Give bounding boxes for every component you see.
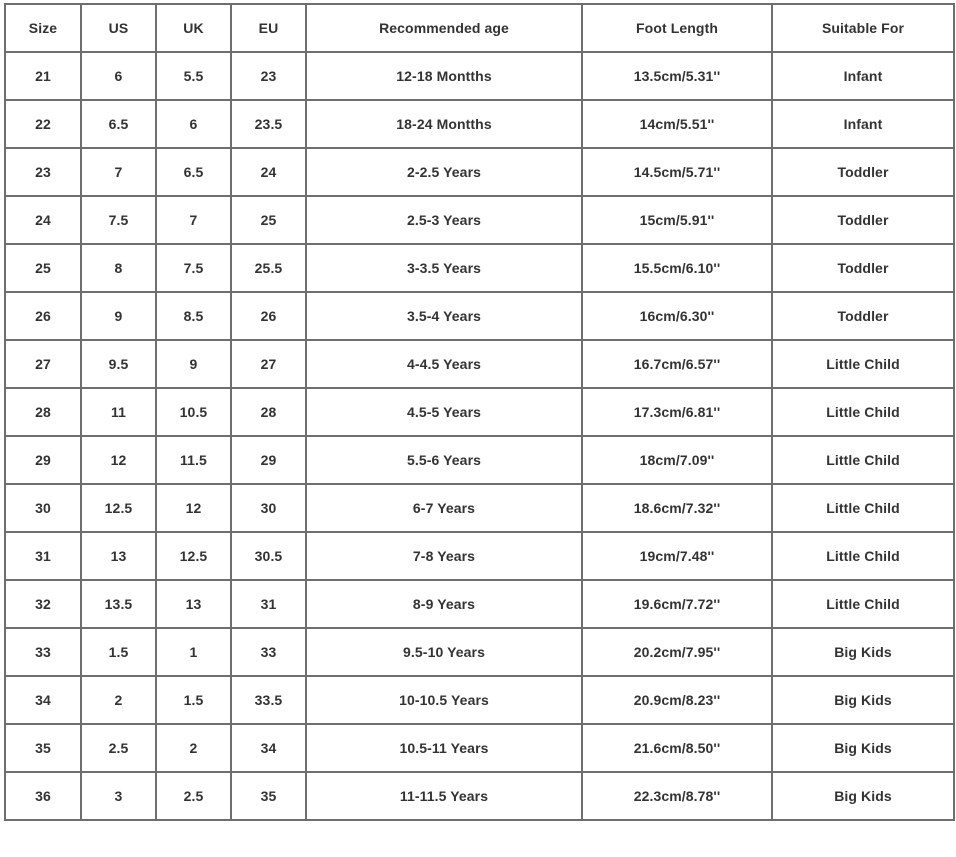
cell-uk: 12 bbox=[156, 484, 231, 532]
cell-recommended-age: 3.5-4 Years bbox=[306, 292, 582, 340]
cell-us: 2.5 bbox=[81, 724, 156, 772]
cell-eu: 25 bbox=[231, 196, 306, 244]
cell-foot-length: 21.6cm/8.50'' bbox=[582, 724, 772, 772]
cell-eu: 34 bbox=[231, 724, 306, 772]
cell-eu: 30.5 bbox=[231, 532, 306, 580]
header-size: Size bbox=[5, 4, 81, 52]
cell-suitable-for: Infant bbox=[772, 100, 954, 148]
cell-uk: 1 bbox=[156, 628, 231, 676]
header-foot-length: Foot Length bbox=[582, 4, 772, 52]
cell-foot-length: 19cm/7.48'' bbox=[582, 532, 772, 580]
cell-recommended-age: 5.5-6 Years bbox=[306, 436, 582, 484]
table-row bbox=[5, 52, 954, 100]
cell-recommended-age: 4-4.5 Years bbox=[306, 340, 582, 388]
header-uk: UK bbox=[156, 4, 231, 52]
cell-recommended-age: 18-24 Montths bbox=[306, 100, 582, 148]
table-row bbox=[5, 100, 954, 148]
cell-recommended-age: 2.5-3 Years bbox=[306, 196, 582, 244]
cell-foot-length: 13.5cm/5.31'' bbox=[582, 52, 772, 100]
cell-foot-length: 20.9cm/8.23'' bbox=[582, 676, 772, 724]
table-row bbox=[5, 772, 954, 820]
cell-suitable-for: Big Kids bbox=[772, 676, 954, 724]
table-row bbox=[5, 148, 954, 196]
table-row bbox=[5, 244, 954, 292]
cell-recommended-age: 4.5-5 Years bbox=[306, 388, 582, 436]
cell-recommended-age: 10.5-11 Years bbox=[306, 724, 582, 772]
cell-eu: 28 bbox=[231, 388, 306, 436]
cell-size: 24 bbox=[5, 196, 81, 244]
cell-suitable-for: Little Child bbox=[772, 532, 954, 580]
cell-size: 34 bbox=[5, 676, 81, 724]
cell-size: 29 bbox=[5, 436, 81, 484]
cell-eu: 35 bbox=[231, 772, 306, 820]
cell-us: 8 bbox=[81, 244, 156, 292]
cell-eu: 29 bbox=[231, 436, 306, 484]
table-row bbox=[5, 292, 954, 340]
cell-foot-length: 18cm/7.09'' bbox=[582, 436, 772, 484]
cell-recommended-age: 11-11.5 Years bbox=[306, 772, 582, 820]
cell-size: 21 bbox=[5, 52, 81, 100]
cell-size: 30 bbox=[5, 484, 81, 532]
cell-uk: 8.5 bbox=[156, 292, 231, 340]
cell-suitable-for: Infant bbox=[772, 52, 954, 100]
header-eu: EU bbox=[231, 4, 306, 52]
size-chart-table bbox=[4, 3, 955, 821]
cell-suitable-for: Toddler bbox=[772, 292, 954, 340]
table-row bbox=[5, 340, 954, 388]
header-suitable-for: Suitable For bbox=[772, 4, 954, 52]
cell-recommended-age: 2-2.5 Years bbox=[306, 148, 582, 196]
table-row bbox=[5, 532, 954, 580]
cell-size: 26 bbox=[5, 292, 81, 340]
cell-eu: 27 bbox=[231, 340, 306, 388]
cell-uk: 7 bbox=[156, 196, 231, 244]
cell-suitable-for: Toddler bbox=[772, 244, 954, 292]
cell-us: 7.5 bbox=[81, 196, 156, 244]
table-row bbox=[5, 628, 954, 676]
cell-uk: 12.5 bbox=[156, 532, 231, 580]
table-row bbox=[5, 484, 954, 532]
cell-us: 12 bbox=[81, 436, 156, 484]
cell-us: 9 bbox=[81, 292, 156, 340]
cell-size: 22 bbox=[5, 100, 81, 148]
cell-uk: 11.5 bbox=[156, 436, 231, 484]
cell-suitable-for: Big Kids bbox=[772, 724, 954, 772]
cell-us: 6.5 bbox=[81, 100, 156, 148]
cell-us: 1.5 bbox=[81, 628, 156, 676]
table-row bbox=[5, 388, 954, 436]
table-row bbox=[5, 196, 954, 244]
cell-eu: 26 bbox=[231, 292, 306, 340]
cell-us: 2 bbox=[81, 676, 156, 724]
cell-us: 13 bbox=[81, 532, 156, 580]
cell-us: 7 bbox=[81, 148, 156, 196]
cell-suitable-for: Big Kids bbox=[772, 628, 954, 676]
cell-us: 9.5 bbox=[81, 340, 156, 388]
table-row bbox=[5, 436, 954, 484]
cell-recommended-age: 6-7 Years bbox=[306, 484, 582, 532]
cell-foot-length: 14.5cm/5.71'' bbox=[582, 148, 772, 196]
cell-eu: 33 bbox=[231, 628, 306, 676]
cell-us: 3 bbox=[81, 772, 156, 820]
cell-suitable-for: Little Child bbox=[772, 580, 954, 628]
cell-size: 35 bbox=[5, 724, 81, 772]
cell-size: 25 bbox=[5, 244, 81, 292]
cell-eu: 24 bbox=[231, 148, 306, 196]
cell-recommended-age: 12-18 Montths bbox=[306, 52, 582, 100]
cell-us: 13.5 bbox=[81, 580, 156, 628]
cell-size: 36 bbox=[5, 772, 81, 820]
cell-recommended-age: 8-9 Years bbox=[306, 580, 582, 628]
cell-recommended-age: 9.5-10 Years bbox=[306, 628, 582, 676]
cell-eu: 23 bbox=[231, 52, 306, 100]
cell-suitable-for: Little Child bbox=[772, 484, 954, 532]
cell-suitable-for: Little Child bbox=[772, 436, 954, 484]
cell-eu: 23.5 bbox=[231, 100, 306, 148]
cell-suitable-for: Little Child bbox=[772, 340, 954, 388]
header-row bbox=[5, 4, 954, 52]
cell-suitable-for: Big Kids bbox=[772, 772, 954, 820]
cell-us: 11 bbox=[81, 388, 156, 436]
cell-eu: 31 bbox=[231, 580, 306, 628]
cell-suitable-for: Toddler bbox=[772, 196, 954, 244]
cell-uk: 6.5 bbox=[156, 148, 231, 196]
cell-eu: 30 bbox=[231, 484, 306, 532]
cell-foot-length: 16.7cm/6.57'' bbox=[582, 340, 772, 388]
cell-suitable-for: Little Child bbox=[772, 388, 954, 436]
cell-uk: 10.5 bbox=[156, 388, 231, 436]
cell-recommended-age: 7-8 Years bbox=[306, 532, 582, 580]
cell-recommended-age: 10-10.5 Years bbox=[306, 676, 582, 724]
cell-us: 6 bbox=[81, 52, 156, 100]
cell-foot-length: 17.3cm/6.81'' bbox=[582, 388, 772, 436]
cell-foot-length: 20.2cm/7.95'' bbox=[582, 628, 772, 676]
cell-uk: 9 bbox=[156, 340, 231, 388]
cell-foot-length: 14cm/5.51'' bbox=[582, 100, 772, 148]
cell-foot-length: 18.6cm/7.32'' bbox=[582, 484, 772, 532]
cell-foot-length: 15cm/5.91'' bbox=[582, 196, 772, 244]
cell-uk: 7.5 bbox=[156, 244, 231, 292]
table-row bbox=[5, 724, 954, 772]
cell-foot-length: 15.5cm/6.10'' bbox=[582, 244, 772, 292]
cell-uk: 13 bbox=[156, 580, 231, 628]
cell-foot-length: 22.3cm/8.78'' bbox=[582, 772, 772, 820]
header-recommended-age: Recommended age bbox=[306, 4, 582, 52]
cell-size: 31 bbox=[5, 532, 81, 580]
cell-recommended-age: 3-3.5 Years bbox=[306, 244, 582, 292]
cell-uk: 2.5 bbox=[156, 772, 231, 820]
table-row bbox=[5, 580, 954, 628]
cell-size: 23 bbox=[5, 148, 81, 196]
cell-foot-length: 19.6cm/7.72'' bbox=[582, 580, 772, 628]
cell-eu: 25.5 bbox=[231, 244, 306, 292]
cell-suitable-for: Toddler bbox=[772, 148, 954, 196]
cell-size: 28 bbox=[5, 388, 81, 436]
cell-size: 33 bbox=[5, 628, 81, 676]
cell-uk: 6 bbox=[156, 100, 231, 148]
cell-us: 12.5 bbox=[81, 484, 156, 532]
cell-size: 27 bbox=[5, 340, 81, 388]
cell-foot-length: 16cm/6.30'' bbox=[582, 292, 772, 340]
header-us: US bbox=[81, 4, 156, 52]
cell-eu: 33.5 bbox=[231, 676, 306, 724]
cell-uk: 1.5 bbox=[156, 676, 231, 724]
cell-uk: 5.5 bbox=[156, 52, 231, 100]
table-body bbox=[5, 52, 954, 820]
cell-size: 32 bbox=[5, 580, 81, 628]
size-chart bbox=[4, 3, 953, 821]
table-row bbox=[5, 676, 954, 724]
cell-uk: 2 bbox=[156, 724, 231, 772]
